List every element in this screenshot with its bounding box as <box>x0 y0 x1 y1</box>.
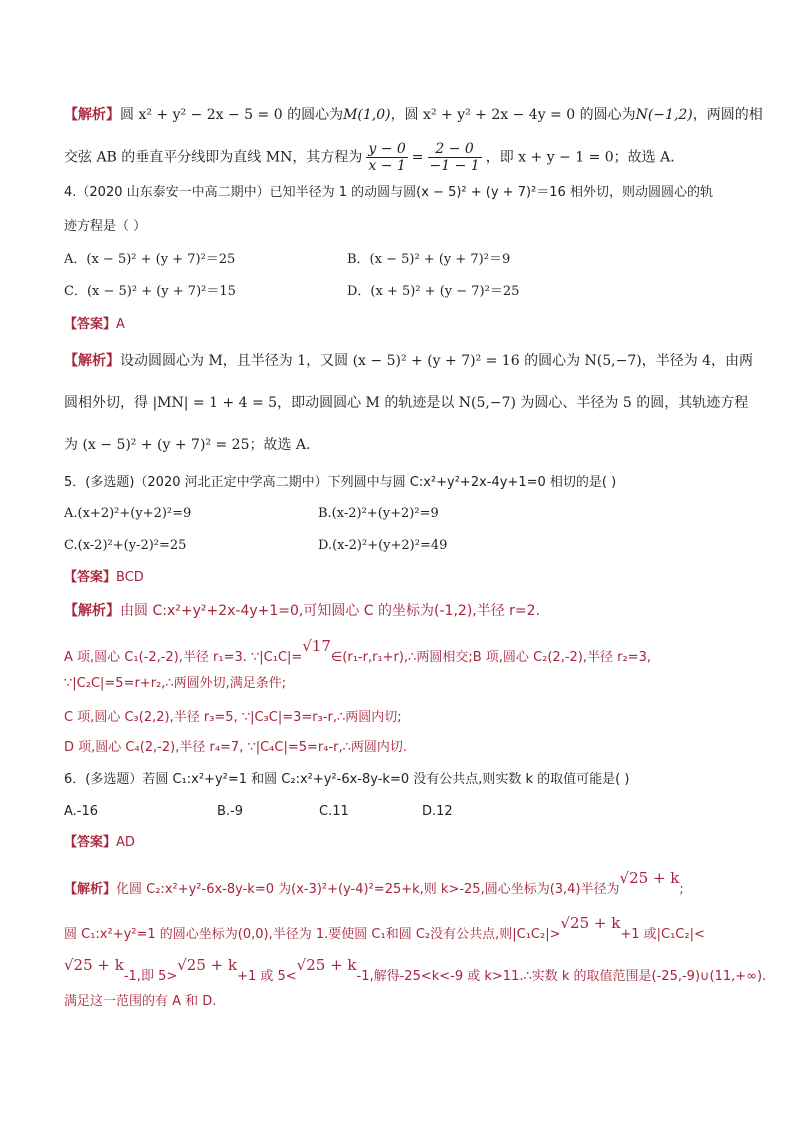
q5-analysis-line-1: 【解析】由圆 C:x²+y²+2x-4y+1=0,可知圆心 C 的坐标为(-1,2),半径 r=2. <box>64 603 541 619</box>
analysis-tag: 【解析】 <box>64 107 120 123</box>
q6-option-a: A.-16 <box>64 804 99 819</box>
q4-option-c: C．(x − 5)² + (y + 7)²＝15 <box>64 284 236 299</box>
sqrt-25-k: √25 + k <box>560 914 621 932</box>
sqrt-25-k: √25 + k <box>296 956 357 974</box>
q5-answer: 【答案】BCD <box>64 570 144 585</box>
q5-option-a: A.(x+2)²+(y+2)²=9 <box>64 506 192 521</box>
sqrt-25-k: √25 + k <box>619 869 680 887</box>
answer-tag: 【答案】 <box>64 835 117 850</box>
q4-analysis-line-1: 【解析】设动圆圆心为 M，且半径为 1，又圆 (x − 5)² + (y + 7)² = 16 的圆心为 N(5,−7)，半径为 4，由两 <box>64 353 754 369</box>
q3-analysis-line-1: 【解析】圆 x² + y² − 2x − 5 = 0 的圆心为M(1,0)，圆 x² + y² + 2x − 4y = 0 的圆心为N(−1,2)，两圆的相 <box>64 107 763 123</box>
q4-analysis-line-3: 为 (x − 5)² + (y + 7)² = 25；故选 A. <box>64 437 311 453</box>
analysis-tag: 【解析】 <box>64 603 120 619</box>
answer-tag: 【答案】 <box>64 317 117 332</box>
sqrt-25-k: √25 + k <box>64 956 124 974</box>
analysis-tag: 【解析】 <box>64 353 120 369</box>
q5-analysis-line-3: ∵|C₂C|=5=r+r₂,∴两圆外切,满足条件; <box>64 676 287 691</box>
q6-analysis-line-4: 满足这一范围的有 A 和 D. <box>64 994 217 1009</box>
q6-analysis-line-1: 【解析】化圆 C₂:x²+y²-6x-8y-k=0 为(x-3)²+(y-4)²=25+k,则 k>-25,圆心坐标为(3,4)半径为√25 + k; <box>64 869 684 897</box>
q5-option-d: D.(x-2)²+(y+2)²=49 <box>318 538 448 553</box>
q5-analysis-line-5: D 项,圆心 C₄(2,-2),半径 r₄=7, ∵|C₄C|=5=r₄-r,∴两圆内切. <box>64 740 408 755</box>
q4-option-b: B．(x − 5)² + (y + 7)²＝9 <box>347 252 511 267</box>
sqrt-25-k: √25 + k <box>177 956 238 974</box>
q5-analysis-line-4: C 项,圆心 C₃(2,2),半径 r₃=5, ∵|C₃C|=3=r₃-r,∴两圆内切; <box>64 710 402 725</box>
fraction: $\frac{y - 0}{x - 1}$ <box>368 141 406 174</box>
fraction: $\frac{2 - 0}{-1 - 1}$ <box>429 141 480 174</box>
q3-analysis-line-2: 交弦 AB 的垂直平分线即为直线 MN，其方程为 $\frac{y - 0}{x - 1}$ = $\frac{2 - 0}{-1 - 1}$ ，即 x + y − 1 = 0；故选 A. <box>64 141 675 174</box>
q6-option-b: B.-9 <box>217 804 244 819</box>
q4-option-d: D．(x + 5)² + (y − 7)²＝25 <box>347 284 520 299</box>
answer-tag: 【答案】 <box>64 570 117 585</box>
q5-option-b: B.(x-2)²+(y+2)²=9 <box>318 506 439 521</box>
q6-analysis-line-3: √25 + k-1,即 5>√25 + k+1 或 5<√25 + k-1,解得-25<k<-9 或 k>11.∴实数 k 的取值范围是(-25,-9)∪(11,+∞). <box>64 956 767 984</box>
q6-option-d: D.12 <box>422 804 453 819</box>
q4-stem-line-2: 迹方程是（ ） <box>64 219 147 234</box>
q5-stem: 5．(多选题)（2020 河北正定中学高二期中）下列圆中与圆 C:x²+y²+2x-4y+1=0 相切的是( ) <box>64 475 617 490</box>
q4-stem-line-1: 4.（2020 山东泰安一中高二期中）已知半径为 1 的动圆与圆(x − 5)² + (y + 7)²＝16 相外切，则动圆圆心的轨 <box>64 185 713 200</box>
analysis-tag: 【解析】 <box>64 882 117 897</box>
q5-option-c: C.(x-2)²+(y-2)²=25 <box>64 538 187 553</box>
sqrt-17: √17 <box>302 637 331 655</box>
q6-answer: 【答案】AD <box>64 835 135 850</box>
q6-stem: 6．(多选题）若圆 C₁:x²+y²=1 和圆 C₂:x²+y²-6x-8y-k=0 没有公共点,则实数 k 的取值可能是( ) <box>64 772 630 787</box>
q6-option-c: C.11 <box>319 804 349 819</box>
q6-analysis-line-2: 圆 C₁:x²+y²=1 的圆心坐标为(0,0),半径为 1.要使圆 C₁和圆 C₂没有公共点,则|C₁C₂|>√25 + k+1 或|C₁C₂|< <box>64 914 705 942</box>
q4-answer: 【答案】A <box>64 317 125 332</box>
q4-analysis-line-2: 圆相外切，得 |MN| = 1 + 4 = 5，即动圆圆心 M 的轨迹是以 N(5,−7) 为圆心、半径为 5 的圆，其轨迹方程 <box>64 395 749 411</box>
q5-analysis-line-2: A 项,圆心 C₁(-2,-2),半径 r₁=3. ∵|C₁C|=√17∈(r₁-r,r₁+r),∴两圆相交;B 项,圆心 C₂(2,-2),半径 r₂=3, <box>64 637 651 665</box>
q4-option-a: A．(x − 5)² + (y + 7)²＝25 <box>64 252 236 267</box>
